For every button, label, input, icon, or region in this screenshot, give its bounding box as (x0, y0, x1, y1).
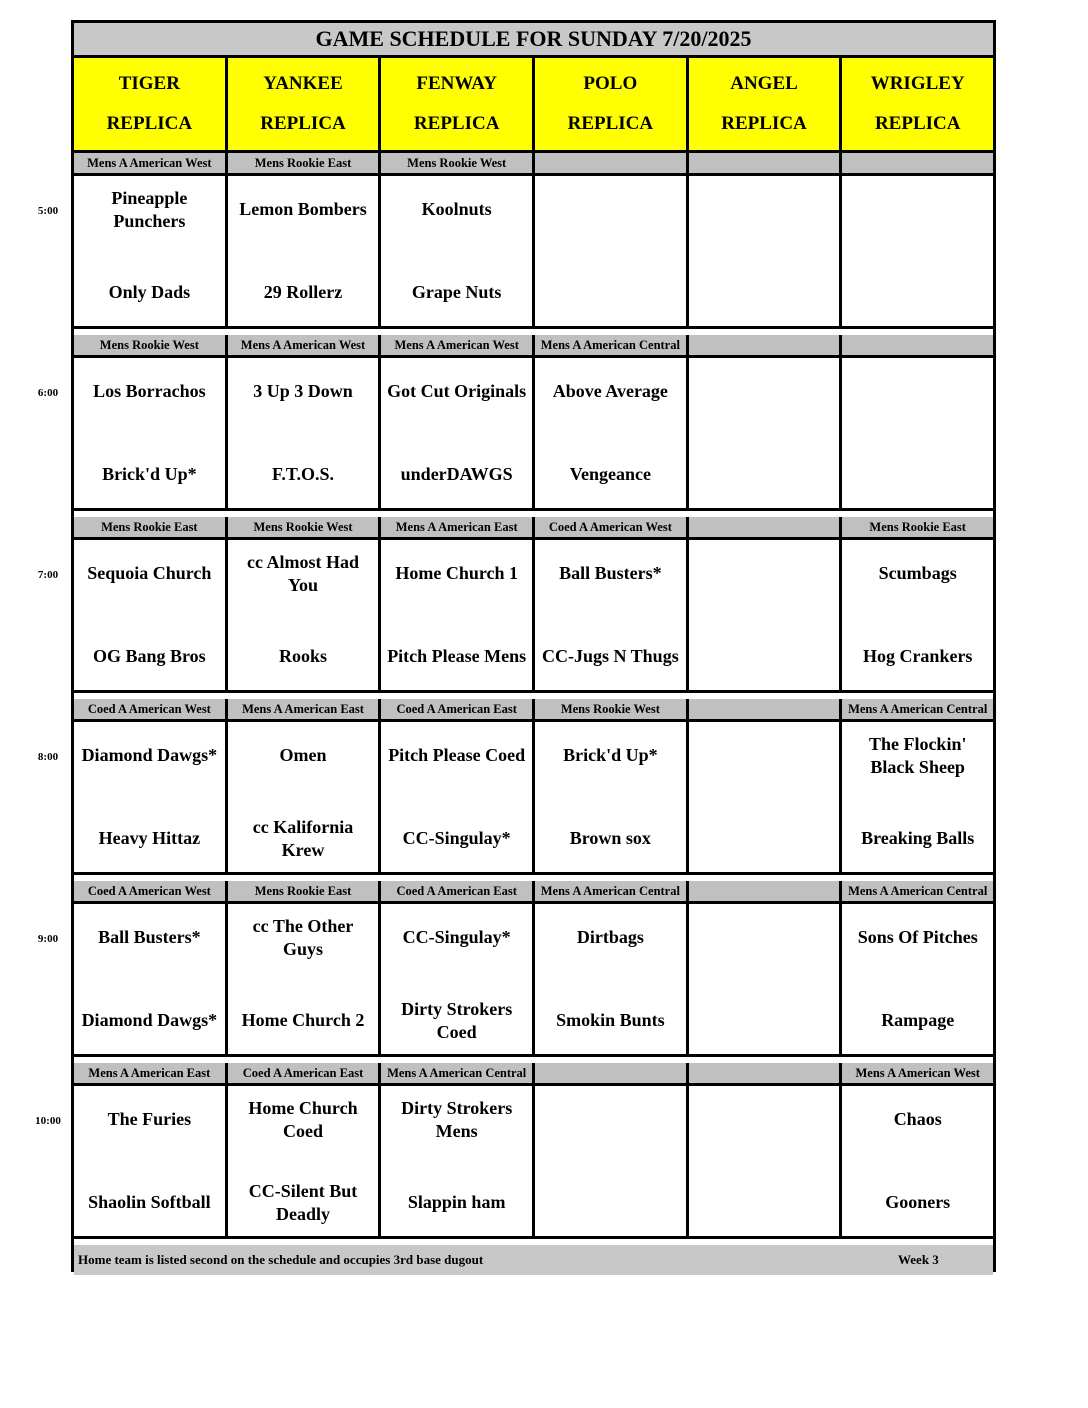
division-label: Mens A American Central (848, 701, 988, 716)
game-row (74, 1086, 993, 1239)
court-type: REPLICA (874, 113, 961, 134)
game-cell (228, 358, 382, 508)
division-label: Coed A American East (381, 881, 535, 901)
division-label: Mens A American East (74, 1063, 228, 1083)
division-label: Mens A American West (74, 153, 228, 173)
court-type: REPLICA (567, 113, 654, 134)
home-team (689, 615, 840, 690)
time-slot (74, 335, 993, 517)
away-team (842, 358, 993, 433)
away-team (842, 176, 993, 251)
game-cell (381, 358, 535, 508)
game-cell (228, 722, 382, 872)
away-team: Chaos (893, 1109, 942, 1129)
time-label: 10:00 (35, 1115, 61, 1127)
home-team: Slappin ham (407, 1192, 506, 1212)
division-label: Coed A American East (228, 1063, 382, 1083)
away-team: 3 Up 3 Down (253, 381, 353, 401)
game-cell (535, 904, 689, 1054)
home-team: cc Kalifornia Krew (252, 816, 354, 860)
away-team: Dirtbags (576, 927, 644, 947)
division-label (842, 153, 993, 173)
home-team (842, 251, 993, 326)
game-cell (381, 722, 535, 872)
away-team: Ball Busters* (559, 563, 662, 583)
division-label (842, 335, 993, 355)
game-cell (842, 540, 993, 690)
time-slot (74, 699, 993, 881)
time-label: 8:00 (37, 751, 59, 763)
away-team: Dirty Strokers Mens (401, 1097, 513, 1141)
away-team: Sons Of Pitches (857, 927, 978, 947)
division-row (74, 153, 993, 176)
home-team: Only Dads (108, 282, 191, 302)
game-cell (842, 176, 993, 326)
division-label (689, 699, 843, 719)
court-header-tiger (74, 58, 228, 150)
game-cell (381, 540, 535, 690)
game-cell (689, 722, 843, 872)
division-label: Coed A American West (74, 699, 228, 719)
game-cell (228, 1086, 382, 1236)
away-team: CC-Singulay* (402, 927, 511, 947)
court-type: REPLICA (413, 113, 500, 134)
game-cell (74, 904, 228, 1054)
game-cell (535, 722, 689, 872)
game-row (74, 540, 993, 693)
away-team: Diamond Dawgs* (81, 745, 218, 765)
away-team: Scumbags (878, 563, 957, 583)
game-cell (381, 1086, 535, 1236)
away-team (535, 176, 686, 251)
division-row (74, 881, 993, 904)
home-team (535, 251, 686, 326)
court-header-polo (535, 58, 689, 150)
home-team: F.T.O.S. (271, 464, 335, 484)
home-team: 29 Rollerz (263, 282, 343, 302)
home-team: Shaolin Softball (88, 1192, 211, 1212)
home-team: Rampage (881, 1010, 955, 1030)
court-header-wrigley (842, 58, 993, 150)
home-team (689, 433, 840, 508)
time-label: 5:00 (37, 205, 59, 217)
home-team: CC-Jugs N Thugs (541, 646, 679, 666)
court-name: WRIGLEY (870, 73, 965, 94)
home-team: Smokin Bunts (556, 1010, 665, 1030)
away-team: cc Almost Had You (247, 551, 359, 595)
schedule-sheet (71, 20, 996, 1272)
division-label: Mens Rookie West (228, 517, 382, 537)
home-team: Hog Crankers (862, 646, 973, 666)
court-name: POLO (583, 73, 638, 94)
game-cell (74, 358, 228, 508)
away-team: The Furies (107, 1109, 192, 1129)
division-row (74, 1063, 993, 1086)
division-label (689, 153, 843, 173)
game-cell (381, 176, 535, 326)
away-team: Home Church 1 (395, 563, 519, 583)
game-cell (535, 540, 689, 690)
game-cell (74, 722, 228, 872)
home-team: Dirty Strokers Coed (401, 998, 513, 1042)
court-type: REPLICA (721, 113, 807, 134)
home-team (689, 251, 840, 326)
game-cell (842, 722, 993, 872)
home-team (689, 1161, 840, 1236)
division-label (689, 881, 843, 901)
division-row (74, 699, 993, 722)
home-team: Diamond Dawgs* (81, 1010, 218, 1030)
court-header-angel (689, 58, 843, 150)
court-header-row (74, 58, 993, 153)
division-label: Mens Rookie East (228, 153, 382, 173)
home-team: Rooks (279, 646, 328, 666)
division-label: Mens A American East (381, 517, 535, 537)
division-label (535, 1063, 689, 1083)
division-label: Mens A American West (381, 335, 535, 355)
division-label: Mens A American Central (381, 1063, 535, 1083)
game-cell (842, 904, 993, 1054)
away-team: Pitch Please Coed (388, 745, 526, 765)
court-name: TIGER (118, 73, 180, 94)
away-team: Lemon Bombers (239, 199, 367, 219)
away-team (535, 1086, 686, 1161)
division-label: Mens Rookie West (74, 335, 228, 355)
home-team: underDAWGS (400, 464, 513, 484)
game-cell (842, 358, 993, 508)
home-team: Grape Nuts (411, 282, 502, 302)
division-label: Mens Rookie West (535, 699, 689, 719)
division-label: Mens Rookie East (74, 517, 228, 537)
footer-note: Home team is listed second on the schedule and occupies 3rd base dugout (78, 1252, 484, 1267)
game-row (74, 176, 993, 329)
division-label: Coed A American West (535, 517, 689, 537)
game-cell (74, 1086, 228, 1236)
time-slot (74, 1063, 993, 1245)
away-team (689, 722, 840, 797)
court-header-fenway (381, 58, 535, 150)
home-team (689, 797, 840, 872)
court-name: ANGEL (730, 73, 798, 94)
division-label: Mens A American Central (848, 883, 988, 898)
week-label: Week 3 (898, 1252, 939, 1267)
away-team (689, 904, 840, 979)
court-type: REPLICA (106, 113, 193, 134)
away-team: Omen (279, 745, 327, 765)
home-team: CC-Singulay* (402, 828, 511, 848)
game-cell (228, 540, 382, 690)
division-row (74, 335, 993, 358)
division-label: Mens A American Central (535, 881, 689, 901)
time-label: 6:00 (37, 387, 59, 399)
home-team: Pitch Please Mens (387, 646, 527, 666)
home-team: Heavy Hittaz (98, 828, 201, 848)
game-cell (535, 1086, 689, 1236)
court-name: YANKEE (263, 73, 343, 94)
division-label: Mens A American West (855, 1065, 980, 1080)
division-row (74, 517, 993, 540)
schedule-body (74, 153, 993, 1245)
game-row (74, 358, 993, 511)
away-team (689, 540, 840, 615)
home-team: Vengeance (569, 464, 652, 484)
game-cell (535, 358, 689, 508)
home-team: Brick'd Up* (102, 464, 197, 484)
away-team: Pineapple Punchers (111, 187, 188, 231)
division-label: Mens Rookie East (228, 881, 382, 901)
game-cell (689, 176, 843, 326)
schedule-title: GAME SCHEDULE FOR SUNDAY 7/20/2025 (74, 23, 993, 58)
division-label: Mens Rookie West (381, 153, 535, 173)
home-team: CC-Silent But Deadly (248, 1180, 358, 1224)
footer-bar (74, 1245, 993, 1275)
away-team: Got Cut Originals (387, 381, 527, 401)
away-team: The Flockin' Black Sheep (868, 733, 967, 777)
division-label (689, 1063, 843, 1083)
game-row (74, 904, 993, 1057)
away-team: Brick'd Up* (563, 745, 658, 765)
division-label: Coed A American West (74, 881, 228, 901)
game-cell (74, 176, 228, 326)
home-team: Gooners (885, 1192, 951, 1212)
away-team: Ball Busters* (98, 927, 201, 947)
game-cell (535, 176, 689, 326)
away-team (689, 176, 840, 251)
game-cell (842, 1086, 993, 1236)
home-team: Home Church 2 (241, 1010, 365, 1030)
division-label: Coed A American East (381, 699, 535, 719)
game-cell (689, 358, 843, 508)
home-team (689, 979, 840, 1054)
game-row (74, 722, 993, 875)
game-cell (689, 904, 843, 1054)
time-label: 9:00 (37, 933, 59, 945)
time-slot (74, 881, 993, 1063)
away-team (689, 358, 840, 433)
court-type: REPLICA (260, 113, 346, 134)
game-cell (689, 1086, 843, 1236)
home-team: OG Bang Bros (92, 646, 206, 666)
game-cell (689, 540, 843, 690)
home-team (535, 1161, 686, 1236)
game-cell (228, 176, 382, 326)
home-team: Breaking Balls (861, 828, 975, 848)
game-cell (381, 904, 535, 1054)
division-label: Mens Rookie East (869, 519, 966, 534)
home-team (842, 433, 993, 508)
division-label (535, 153, 689, 173)
away-team: Sequoia Church (87, 563, 212, 583)
away-team: Koolnuts (421, 199, 492, 219)
division-label: Mens A American Central (535, 335, 689, 355)
away-team: Home Church Coed (248, 1097, 358, 1141)
away-team (689, 1086, 840, 1161)
court-header-yankee (228, 58, 382, 150)
game-cell (228, 904, 382, 1054)
game-cell (74, 540, 228, 690)
away-team: Above Average (552, 381, 668, 401)
away-team: cc The Other Guys (252, 915, 354, 959)
time-slot (74, 517, 993, 699)
court-name: FENWAY (416, 73, 497, 94)
time-label: 7:00 (37, 569, 59, 581)
division-label (689, 335, 843, 355)
division-label (689, 517, 843, 537)
time-slot (74, 153, 993, 335)
division-label: Mens A American East (228, 699, 382, 719)
away-team: Los Borrachos (93, 381, 206, 401)
home-team: Brown sox (569, 828, 651, 848)
division-label: Mens A American West (228, 335, 382, 355)
